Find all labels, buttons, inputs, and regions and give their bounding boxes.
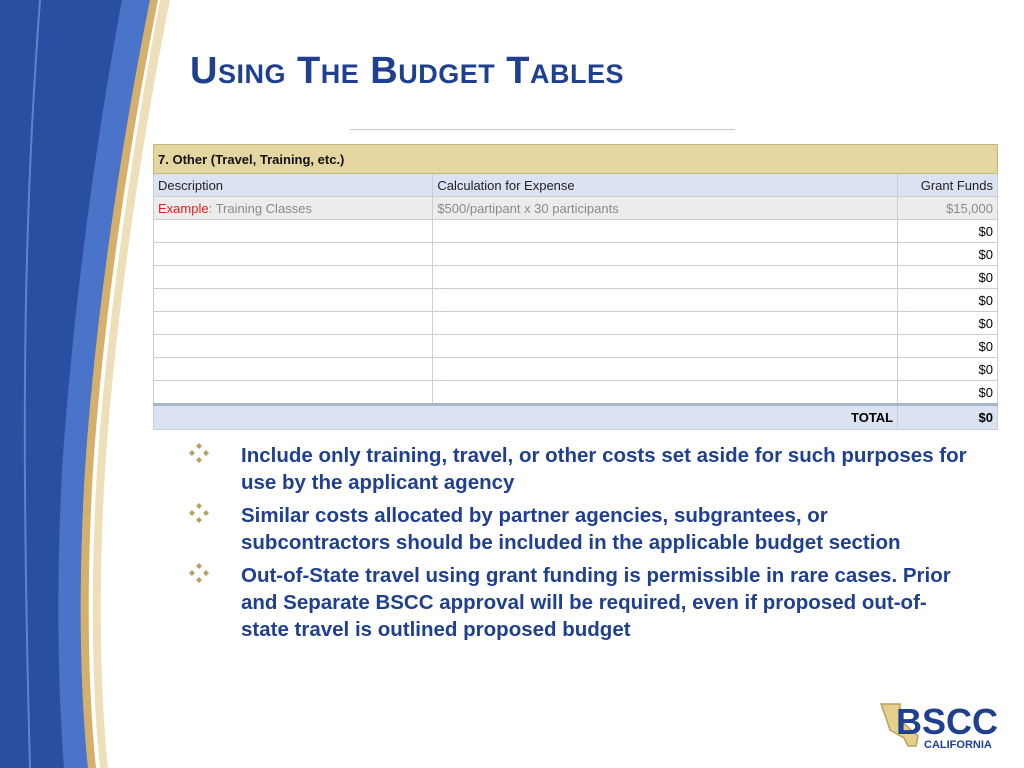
column-header-row	[154, 174, 998, 197]
table-row	[154, 266, 998, 289]
table-row	[154, 243, 998, 266]
calculation-cell[interactable]	[433, 335, 898, 358]
grant-funds-cell: $0	[898, 358, 998, 381]
calculation-cell[interactable]	[433, 266, 898, 289]
example-calculation: $500/partipant x 30 participants	[433, 197, 898, 220]
example-description-cell	[154, 197, 433, 220]
grant-funds-cell: $0	[898, 289, 998, 312]
description-cell[interactable]	[154, 220, 433, 243]
calculation-cell[interactable]	[433, 358, 898, 381]
budget-table	[153, 144, 998, 430]
total-row	[154, 405, 998, 430]
grant-funds-cell: $0	[898, 381, 998, 405]
description-cell[interactable]	[154, 289, 433, 312]
list-item	[188, 442, 968, 496]
table-row	[154, 220, 998, 243]
page-title: Using The Budget Tables	[190, 50, 625, 92]
grant-funds-cell: $0	[898, 243, 998, 266]
list-item	[188, 562, 968, 643]
total-label: TOTAL	[154, 405, 898, 430]
example-label: Example	[158, 200, 209, 216]
table-row	[154, 358, 998, 381]
column-header-description: Description	[154, 174, 433, 197]
description-cell[interactable]	[154, 335, 433, 358]
calculation-cell[interactable]	[433, 312, 898, 335]
column-header-calculation: Calculation for Expense	[433, 174, 898, 197]
list-item	[188, 502, 968, 556]
description-cell[interactable]	[154, 358, 433, 381]
calculation-cell[interactable]	[433, 220, 898, 243]
description-cell[interactable]	[154, 381, 433, 405]
logo-subtitle: CALIFORNIA	[924, 739, 992, 751]
grant-funds-cell: $0	[898, 266, 998, 289]
grant-funds-cell: $0	[898, 312, 998, 335]
table-row	[154, 289, 998, 312]
section-title: 7. Other (Travel, Training, etc.)	[154, 145, 998, 174]
diamond-bullet-icon	[188, 442, 210, 464]
bullet-text: Similar costs allocated by partner agencies, subgrantees, or subcontractors should be included in the applicable budget section	[241, 504, 901, 554]
diamond-bullet-icon	[188, 502, 210, 524]
table-row	[154, 381, 998, 405]
title-divider	[350, 129, 735, 130]
calculation-cell[interactable]	[433, 381, 898, 405]
bullet-list	[188, 442, 968, 649]
example-description: : Training Classes	[208, 200, 312, 216]
description-cell[interactable]	[154, 266, 433, 289]
total-value: $0	[898, 405, 998, 430]
table-section-header	[154, 145, 998, 174]
grant-funds-cell: $0	[898, 335, 998, 358]
calculation-cell[interactable]	[433, 243, 898, 266]
bullet-text: Out-of-State travel using grant funding is permissible in rare cases. Prior and Separate BSCC approval will be required, even if proposed out-of-state travel is outlined proposed budget	[241, 564, 951, 641]
bscc-logo	[878, 700, 1008, 752]
diamond-bullet-icon	[188, 562, 210, 584]
bullet-text: Include only training, travel, or other costs set aside for such purposes for use by the applicant agency	[241, 444, 967, 494]
example-row	[154, 197, 998, 220]
description-cell[interactable]	[154, 243, 433, 266]
table-row	[154, 335, 998, 358]
grant-funds-cell: $0	[898, 220, 998, 243]
example-grant-funds: $15,000	[898, 197, 998, 220]
table-row	[154, 312, 998, 335]
calculation-cell[interactable]	[433, 289, 898, 312]
description-cell[interactable]	[154, 312, 433, 335]
column-header-grant-funds: Grant Funds	[898, 174, 998, 197]
decorative-side-swoosh	[0, 0, 170, 768]
logo-wordmark: BSCC	[896, 701, 999, 742]
